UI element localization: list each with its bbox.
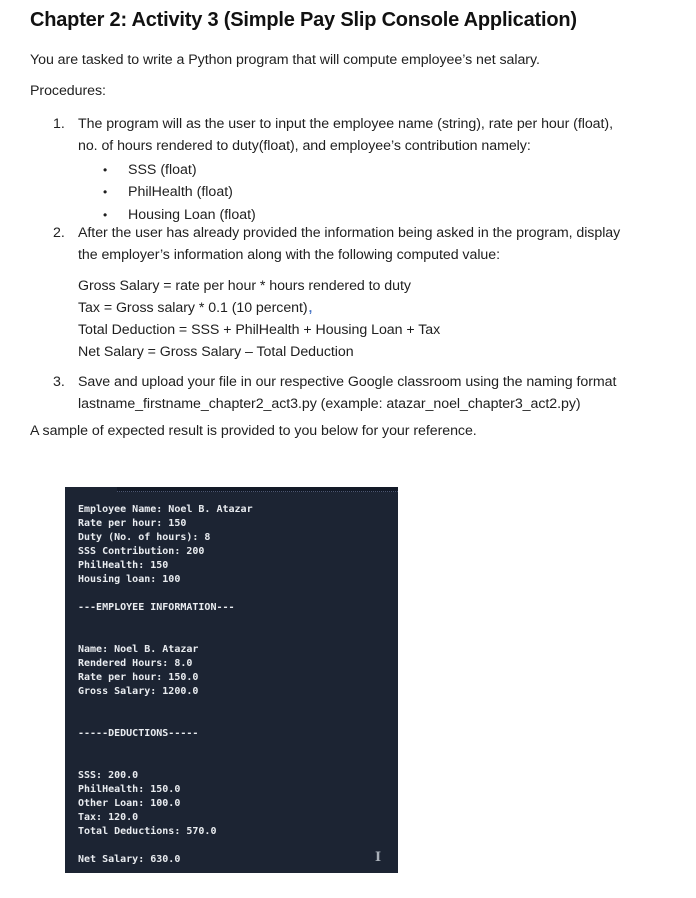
formula-line: Net Salary = Gross Salary – Total Deduction <box>78 344 354 360</box>
console-top-strip <box>117 487 398 492</box>
bullet-icon: • <box>103 207 108 222</box>
formula-line: Total Deduction = SSS + PhilHealth + Housing Loan + Tax <box>78 322 441 338</box>
console-line: PhilHealth: 150.0 <box>78 784 181 795</box>
bullet-item <box>103 159 256 181</box>
console-line: Rendered Hours: 8.0 <box>78 658 193 669</box>
console-line: ---EMPLOYEE INFORMATION--- <box>78 602 235 613</box>
console-line <box>78 713 394 727</box>
text-cursor-icon: I <box>375 850 382 865</box>
console-line <box>78 839 394 853</box>
console-line <box>78 741 394 755</box>
bullet-item <box>103 181 256 203</box>
console-line <box>78 699 394 713</box>
console-line: Gross Salary: 1200.0 <box>78 686 199 697</box>
console-line: PhilHealth: 150 <box>78 560 169 571</box>
console-output <box>78 503 394 867</box>
item-line: After the user has already provided the information being asked in the program, display <box>78 225 621 241</box>
item-line: no. of hours rendered to duty(float), and employee’s contribution namely: <box>78 138 531 154</box>
formula-line: Gross Salary = rate per hour * hours rendered to duty <box>78 278 411 294</box>
grammar-squiggle: , <box>308 300 313 315</box>
console-line: Rate per hour: 150 <box>78 518 187 529</box>
formula-line: Tax = Gross salary * 0.1 (10 percent), <box>78 300 313 316</box>
formula-block <box>78 275 440 363</box>
console-line: Net Salary: 630.0 <box>78 854 181 865</box>
bullet-label: PhilHealth (float) <box>128 184 233 201</box>
console-line: Duty (No. of hours): 8 <box>78 532 211 543</box>
intro-paragraph: You are tasked to write a Python program that will compute employee’s net salary. <box>30 52 540 68</box>
console-line: SSS Contribution: 200 <box>78 546 205 557</box>
console-line: SSS: 200.0 <box>78 770 139 781</box>
item-line: lastname_firstname_chapter2_act3.py (example: atazar_noel_chapter3_act2.py) <box>78 396 581 412</box>
bullet-label: SSS (float) <box>128 162 197 178</box>
item-number: 1. <box>53 116 65 132</box>
page-title: Chapter 2: Activity 3 (Simple Pay Slip Console Application) <box>30 9 577 31</box>
console-line: Housing loan: 100 <box>78 574 181 585</box>
console-line <box>78 755 394 769</box>
procedures-label: Procedures: <box>30 83 106 99</box>
item-number: 2. <box>53 225 65 241</box>
bullet-list <box>103 159 256 226</box>
console-line: Rate per hour: 150.0 <box>78 672 199 683</box>
console-line <box>78 587 394 601</box>
console-screenshot <box>65 487 398 873</box>
console-line: Tax: 120.0 <box>78 812 139 823</box>
item-line: the employer’s information along with the following computed value: <box>78 247 500 263</box>
console-line: Name: Noel B. Atazar <box>78 644 199 655</box>
console-line: Employee Name: Noel B. Atazar <box>78 504 253 515</box>
console-line: Total Deductions: 570.0 <box>78 826 217 837</box>
console-line <box>78 615 394 629</box>
sample-note: A sample of expected result is provided to you below for your reference. <box>30 423 477 439</box>
item-line: The program will as the user to input the employee name (string), rate per hour (float), <box>78 116 613 132</box>
console-line: -----DEDUCTIONS----- <box>78 728 199 739</box>
item-line: Save and upload your file in our respective Google classroom using the naming format <box>78 374 617 390</box>
bullet-label: Housing Loan (float) <box>128 206 256 223</box>
console-line: Other Loan: 100.0 <box>78 798 181 809</box>
item-number: 3. <box>53 374 65 390</box>
bullet-icon: • <box>103 163 108 177</box>
bullet-icon: • <box>103 185 108 200</box>
console-line <box>78 629 394 643</box>
